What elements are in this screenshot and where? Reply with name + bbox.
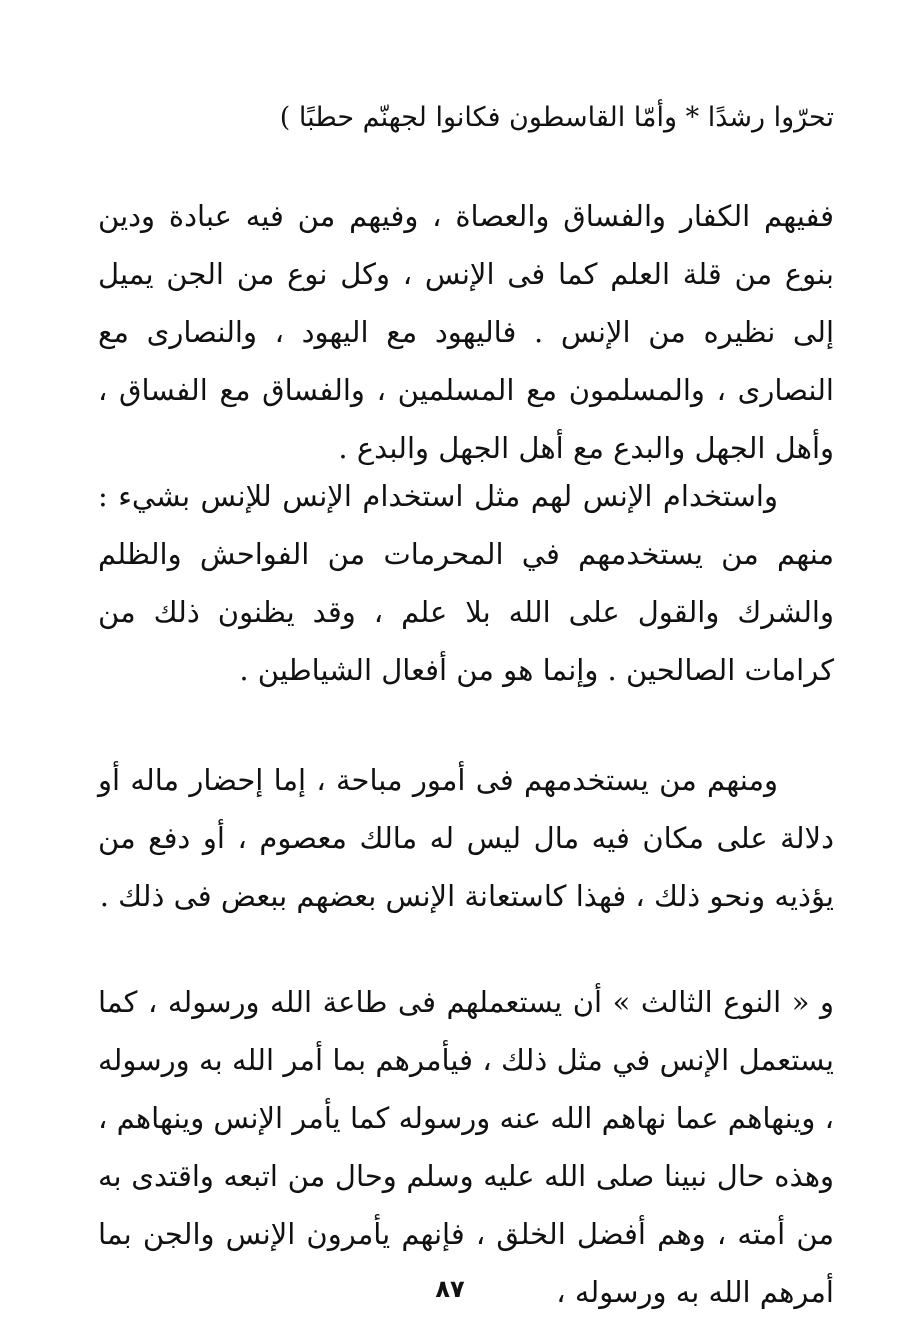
quran-verse-line: تحرّوا رشدًا * وأمّا القاسطون فكانوا لجهنّم حطبًا ) bbox=[279, 102, 834, 133]
paragraph-forbidden-use: واستخدام الإنس لهم مثل استخدام الإنس للإنس بشيء : منهم من يستخدمهم في المحرمات من الفواحش والظلم والشرك والقول على الله بلا علم ، وقد يظنون ذلك من كرامات الصالحين . وإنما هو من أفعال الشياطين . bbox=[98, 479, 834, 687]
paragraph-jinn-types: ففيهم الكفار والفساق والعصاة ، وفيهم من فيه عبادة ودين بنوع من قلة العلم كما فى الإنس ، وكل نوع من الجن يميل إلى نظيره من الإنس . فاليهود مع اليهود ، والنصارى مع النصارى ، والمسلمون مع المسلمين ، والفساق مع الفساق ، وأهل الجهل والبدع مع أهل الجهل والبدع . bbox=[98, 199, 834, 465]
page-number: ٨٧ bbox=[435, 1275, 465, 1303]
paragraph-permitted-use: ومنهم من يستخدمهم فى أمور مباحة ، إما إحضار ماله أو دلالة على مكان فيه مال ليس له مالك معصوم ، أو دفع من يؤذيه ونحو ذلك ، فهذا كاستعانة الإنس بعضهم ببعض فى ذلك . bbox=[98, 763, 834, 913]
paragraph-third-type: و « النوع الثالث » أن يستعملهم فى طاعة الله ورسوله ، كما يستعمل الإنس في مثل ذلك ، فيأمرهم بما أمر الله به ورسوله ، وينهاهم عما نهاهم الله عنه ورسوله كما يأمر الإنس وينهاهم ، وهذه حال نبينا صلى الله عليه وسلم وحال من اتبعه واقتدى به من أمته ، وهم أفضل الخلق ، فإنهم يأمرون الإنس والجن بما أمرهم الله به ورسوله ، bbox=[98, 985, 834, 1309]
